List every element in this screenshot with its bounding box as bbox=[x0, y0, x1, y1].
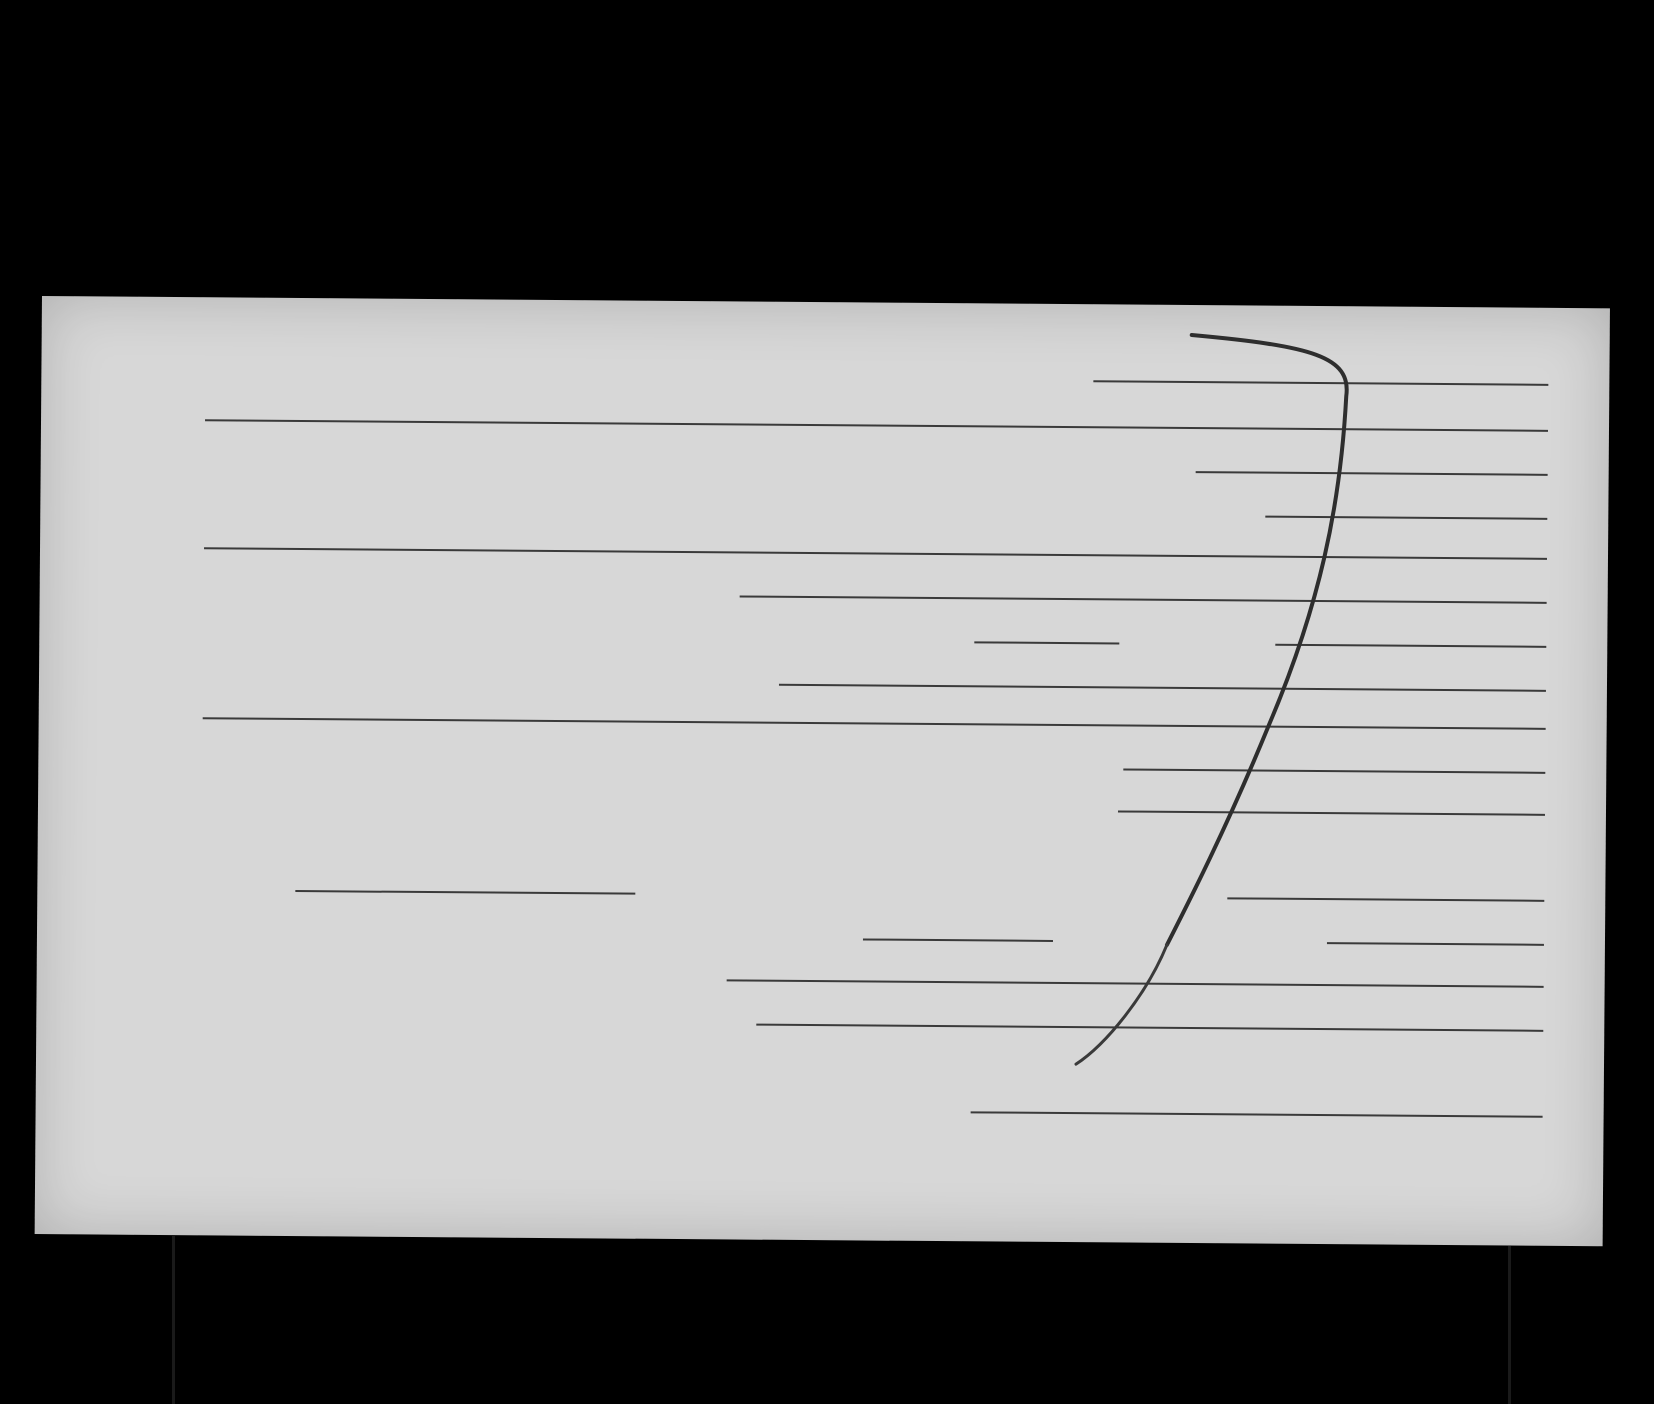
card-holder-right bbox=[1508, 1246, 1511, 1404]
pencil-cross-out-stroke bbox=[35, 296, 1610, 1246]
card-holder-left bbox=[172, 1236, 175, 1404]
census-form-card bbox=[35, 296, 1610, 1246]
